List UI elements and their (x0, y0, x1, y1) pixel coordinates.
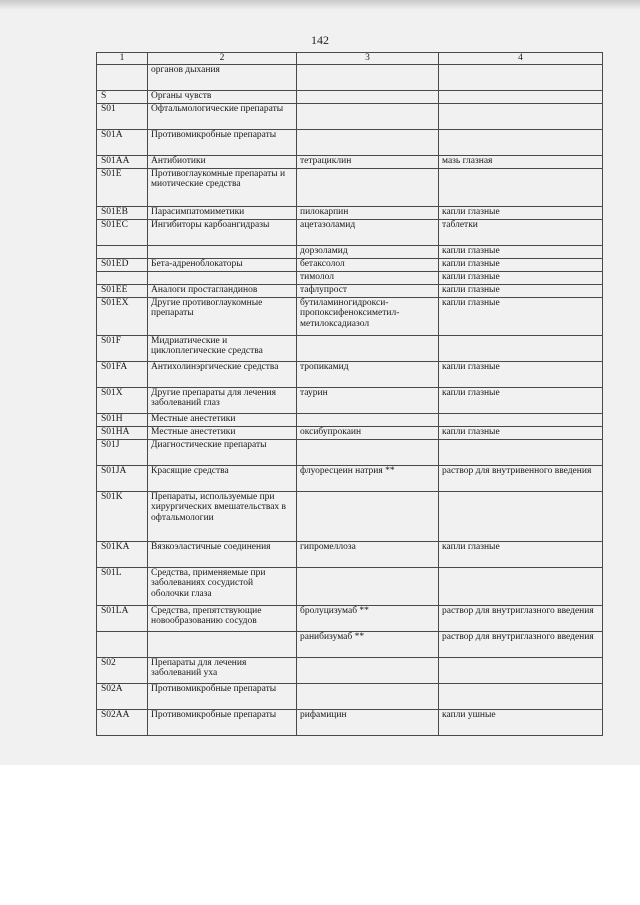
atc-code-cell: S01EE (97, 284, 148, 297)
atc-code-cell: S (97, 90, 148, 103)
group-name-cell: Другие противоглаукомные препараты (148, 297, 297, 335)
table-row (97, 168, 603, 206)
table-row (97, 541, 603, 567)
atc-code-cell: S01J (97, 439, 148, 465)
dosage-form-cell: мазь глазная (439, 155, 603, 168)
dosage-form-cell (439, 567, 603, 605)
group-name-cell: Препараты для лечения заболеваний уха (148, 657, 297, 683)
dosage-form-cell: капли глазные (439, 297, 603, 335)
table-row (97, 709, 603, 735)
table-row (97, 258, 603, 271)
table-row (97, 413, 603, 426)
dosage-form-cell (439, 103, 603, 129)
group-name-cell: Средства, применяемые при заболеваниях сосудистой оболочки глаза (148, 567, 297, 605)
substance-cell: тетрациклин (297, 155, 439, 168)
substance-cell (297, 657, 439, 683)
group-name-cell: Офтальмологические препараты (148, 103, 297, 129)
atc-code-cell: S01JA (97, 465, 148, 491)
dosage-form-cell: капли глазные (439, 206, 603, 219)
group-name-cell (148, 631, 297, 657)
table-row (97, 103, 603, 129)
atc-code-cell: S01A (97, 129, 148, 155)
dosage-form-cell: капли глазные (439, 387, 603, 413)
medication-table (96, 52, 603, 736)
substance-cell: бутиламиногидрокси-пропоксифеноксиметил-метилоксадиазол (297, 297, 439, 335)
dosage-form-cell: капли глазные (439, 245, 603, 258)
substance-cell (297, 439, 439, 465)
table-row (97, 64, 603, 90)
dosage-form-cell: капли глазные (439, 426, 603, 439)
atc-code-cell: S02 (97, 657, 148, 683)
group-name-cell (148, 271, 297, 284)
substance-cell (297, 168, 439, 206)
group-name-cell: Препараты, используемые при хирургических вмешательствах в офтальмологии (148, 491, 297, 541)
table-row (97, 491, 603, 541)
group-name-cell: Бета-адреноблокаторы (148, 258, 297, 271)
table-row (97, 439, 603, 465)
substance-cell: бролуцизумаб ** (297, 605, 439, 631)
group-name-cell: Антибиотики (148, 155, 297, 168)
atc-code-cell: S01ED (97, 258, 148, 271)
table-header-row (97, 53, 603, 65)
atc-code-cell (97, 631, 148, 657)
dosage-form-cell (439, 439, 603, 465)
substance-cell (297, 491, 439, 541)
atc-code-cell: S01L (97, 567, 148, 605)
group-name-cell: Противомикробные препараты (148, 129, 297, 155)
dosage-form-cell (439, 413, 603, 426)
atc-code-cell: S02AA (97, 709, 148, 735)
atc-code-cell: S01KA (97, 541, 148, 567)
substance-cell (297, 567, 439, 605)
group-name-cell: Другие препараты для лечения заболеваний глаз (148, 387, 297, 413)
header-cell: 2 (148, 53, 297, 65)
group-name-cell: Местные анестетики (148, 413, 297, 426)
table-row (97, 657, 603, 683)
group-name-cell: Противомикробные препараты (148, 709, 297, 735)
atc-code-cell (97, 271, 148, 284)
substance-cell: таурин (297, 387, 439, 413)
table-row (97, 245, 603, 258)
group-name-cell: органов дыхания (148, 64, 297, 90)
dosage-form-cell (439, 657, 603, 683)
table-row (97, 631, 603, 657)
scan-edge (0, 0, 640, 10)
table-row (97, 465, 603, 491)
dosage-form-cell (439, 335, 603, 361)
substance-cell: рифамицин (297, 709, 439, 735)
table-row (97, 219, 603, 245)
dosage-form-cell: капли глазные (439, 541, 603, 567)
atc-code-cell: S02A (97, 683, 148, 709)
substance-cell: пилокарпин (297, 206, 439, 219)
substance-cell (297, 103, 439, 129)
page-number: 142 (311, 33, 329, 47)
substance-cell (297, 413, 439, 426)
atc-code-cell (97, 64, 148, 90)
dosage-form-cell (439, 491, 603, 541)
table-row (97, 129, 603, 155)
substance-cell: бетаксолол (297, 258, 439, 271)
group-name-cell: Противоглаукомные препараты и миотические средства (148, 168, 297, 206)
atc-code-cell (97, 245, 148, 258)
group-name-cell: Антихолинэргические средства (148, 361, 297, 387)
dosage-form-cell (439, 90, 603, 103)
dosage-form-cell: капли ушные (439, 709, 603, 735)
substance-cell: дорзоламид (297, 245, 439, 258)
substance-cell: оксибупрокаин (297, 426, 439, 439)
atc-code-cell: S01X (97, 387, 148, 413)
dosage-form-cell (439, 683, 603, 709)
group-name-cell: Средства, препятствующие новообразованию сосудов (148, 605, 297, 631)
dosage-form-cell (439, 168, 603, 206)
table-row (97, 387, 603, 413)
atc-code-cell: S01EB (97, 206, 148, 219)
header-cell: 3 (297, 53, 439, 65)
group-name-cell: Органы чувств (148, 90, 297, 103)
table-row (97, 426, 603, 439)
atc-code-cell: S01FA (97, 361, 148, 387)
table-row (97, 155, 603, 168)
substance-cell (297, 90, 439, 103)
group-name-cell: Аналоги простагландинов (148, 284, 297, 297)
dosage-form-cell (439, 129, 603, 155)
table-row (97, 297, 603, 335)
substance-cell: ранибизумаб ** (297, 631, 439, 657)
atc-code-cell: S01F (97, 335, 148, 361)
group-name-cell: Парасимпатомиметики (148, 206, 297, 219)
substance-cell (297, 129, 439, 155)
group-name-cell: Вязкоэластичные соединения (148, 541, 297, 567)
group-name-cell: Красящие средства (148, 465, 297, 491)
substance-cell (297, 335, 439, 361)
table-row (97, 284, 603, 297)
substance-cell: тропикамид (297, 361, 439, 387)
dosage-form-cell: капли глазные (439, 271, 603, 284)
table-row (97, 361, 603, 387)
dosage-form-cell: таблетки (439, 219, 603, 245)
table-row (97, 605, 603, 631)
table-row (97, 206, 603, 219)
atc-code-cell: S01EC (97, 219, 148, 245)
group-name-cell: Ингибиторы карбоангидразы (148, 219, 297, 245)
substance-cell: тимолол (297, 271, 439, 284)
table-row (97, 90, 603, 103)
substance-cell (297, 64, 439, 90)
atc-code-cell: S01K (97, 491, 148, 541)
table-row (97, 335, 603, 361)
atc-code-cell: S01HA (97, 426, 148, 439)
atc-code-cell: S01EX (97, 297, 148, 335)
dosage-form-cell: капли глазные (439, 361, 603, 387)
substance-cell: тафлупрост (297, 284, 439, 297)
dosage-form-cell: раствор для внутриглазного введения (439, 631, 603, 657)
group-name-cell: Мидриатические и циклоплегические средства (148, 335, 297, 361)
header-cell: 4 (439, 53, 603, 65)
dosage-form-cell: раствор для внутривенного введения (439, 465, 603, 491)
atc-code-cell: S01H (97, 413, 148, 426)
dosage-form-cell: капли глазные (439, 258, 603, 271)
dosage-form-cell (439, 64, 603, 90)
table-row (97, 683, 603, 709)
dosage-form-cell: раствор для внутриглазного введения (439, 605, 603, 631)
substance-cell: гипромеллоза (297, 541, 439, 567)
header-cell: 1 (97, 53, 148, 65)
group-name-cell: Диагностические препараты (148, 439, 297, 465)
group-name-cell: Противомикробные препараты (148, 683, 297, 709)
table-row (97, 567, 603, 605)
substance-cell: флуоресцеин натрия ** (297, 465, 439, 491)
table-row (97, 271, 603, 284)
atc-code-cell: S01E (97, 168, 148, 206)
group-name-cell (148, 245, 297, 258)
substance-cell (297, 683, 439, 709)
group-name-cell: Местные анестетики (148, 426, 297, 439)
atc-code-cell: S01 (97, 103, 148, 129)
substance-cell: ацетазоламид (297, 219, 439, 245)
atc-code-cell: S01AA (97, 155, 148, 168)
atc-code-cell: S01LA (97, 605, 148, 631)
dosage-form-cell: капли глазные (439, 284, 603, 297)
